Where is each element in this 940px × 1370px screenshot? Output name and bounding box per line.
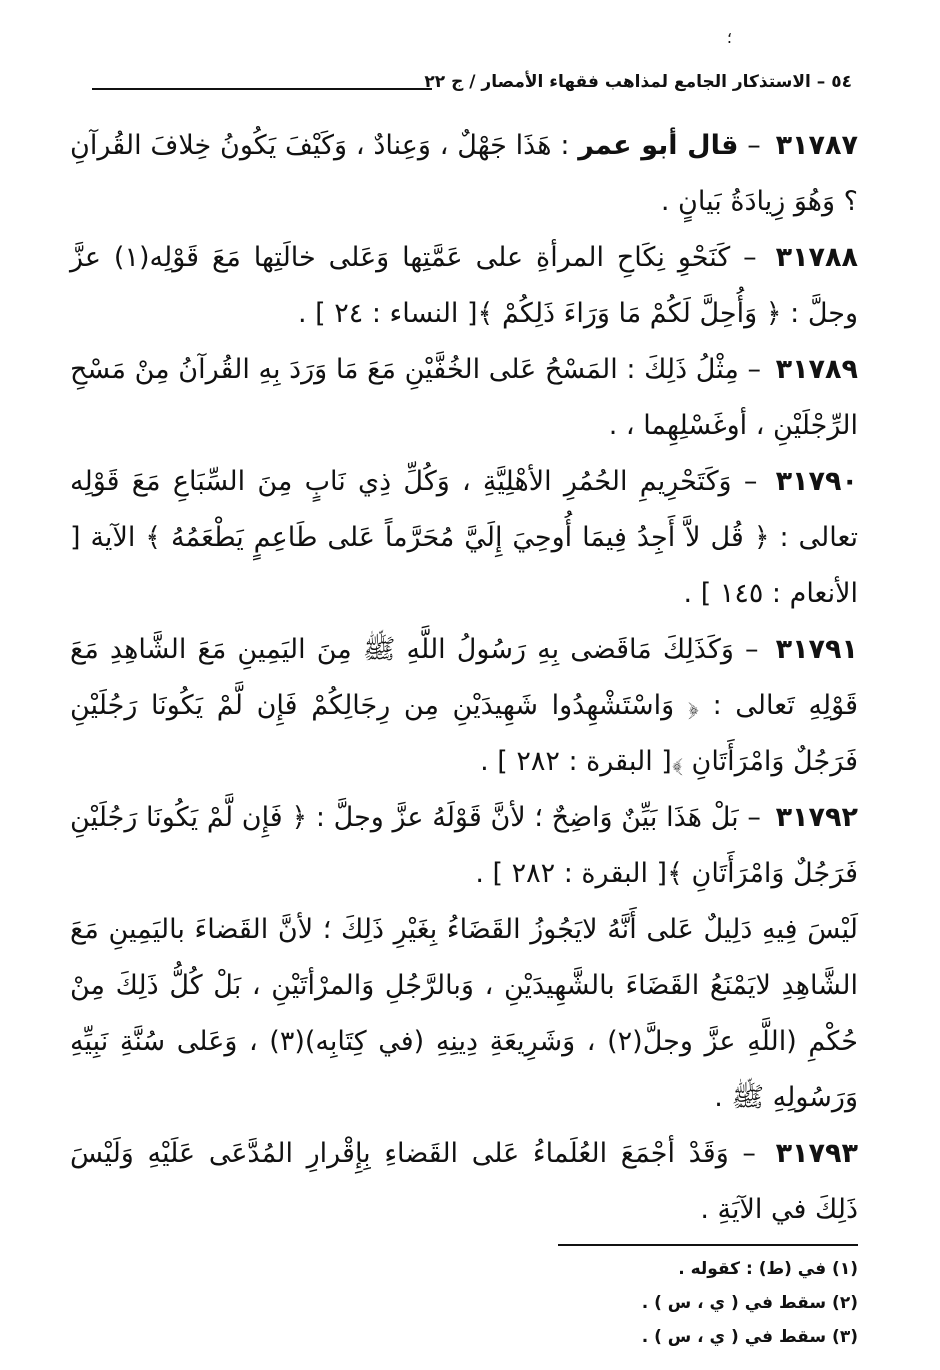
paragraph-31789	[70, 342, 858, 454]
stray-mark: ؛	[726, 28, 732, 47]
dash: –	[738, 354, 761, 385]
paragraph-number: ٣١٧٨٨	[775, 242, 858, 273]
footnote-2: (٢) سقط في ( ي ، س ) .	[641, 1293, 858, 1313]
paragraph-text: كَنَحْوِ نِكَاحِ المرأةِ على عَمَّتِها وَعَلى خالَتِها مَعَ قَوْلِه(١) عزَّ وجلَّ : ﴿ وَأُحِلَّ لَكُمْ مَا وَرَاءَ ذَلِكُمْ ﴾[ النساء : ٢٤ ] .	[70, 242, 858, 329]
dash: –	[738, 802, 761, 833]
dash: –	[728, 1138, 756, 1169]
running-header	[424, 70, 852, 94]
paragraph-number: ٣١٧٩٣	[775, 1138, 858, 1169]
paragraph-31792	[70, 790, 858, 902]
paragraph-text: بَلْ هَذَا بَيِّنٌ وَاضِحٌ ؛ لأنَّ قَوْلَهُ عزَّ وجلَّ : ﴿ فَإِن لَّمْ يَكُونَا رَجُلَيْنِ فَرَجُلٌ وَامْرَأَتَانِ ﴾[ البقرة : ٢٨٢ ] .	[70, 802, 858, 889]
paragraph-text: وَكَتَحْرِيمِ الحُمُرِ الأهْلِيَّةِ ، وَكُلِّ ذِي نَابٍ مِنَ السِّبَاعِ مَعَ قَوْلِه تعالى : ﴿ قُل لاَّ أَجِدُ فِيمَا أُوحِيَ إِلَيَّ مُحَرَّماً عَلى طَاعِمٍ يَطْعَمُهُ ﴾ الآية [ الأنعام : ١٤٥ ] .	[70, 466, 858, 609]
page-number: ٥٤	[831, 72, 852, 92]
dash: –	[733, 634, 759, 665]
paragraph-31787	[70, 118, 858, 230]
paragraph-text: : هَذَا جَهْلٌ ، وَعِنادٌ ، وَكَيْفَ يَكُونُ خِلافَ القُرآنِ ؟ وَهُوَ زِيادَةُ بَيانٍ .	[70, 130, 858, 217]
paragraph-31793	[70, 1126, 858, 1238]
paragraph-31791	[70, 622, 858, 790]
header-rule	[92, 88, 432, 90]
paragraph-31788	[70, 230, 858, 342]
paragraph-continuation	[70, 902, 858, 1126]
main-text	[70, 118, 858, 1238]
paragraph-number: ٣١٧٩٠	[775, 466, 858, 497]
dash: –	[738, 130, 761, 161]
paragraph-31790	[70, 454, 858, 622]
paragraph-number: ٣١٧٩٢	[775, 802, 858, 833]
header-separator: –	[810, 72, 826, 92]
footnote-3: (٣) سقط في ( ي ، س ) .	[641, 1327, 858, 1347]
paragraph-number: ٣١٧٨٧	[775, 130, 858, 161]
dash: –	[731, 466, 758, 497]
footnote-1: (١) في (ط) : كقوله .	[678, 1259, 858, 1279]
footnotes	[358, 1252, 858, 1354]
paragraph-text: وَقَدْ أجْمَعَ العُلَماءُ عَلى القَضاءِ بِإِقْرارِ المُدَّعَى عَلَيْهِ وَلَيْسَ ذَلِكَ في الآيَةِ .	[70, 1138, 858, 1225]
paragraph-text: وَكَذَلِكَ مَاقَضى بِهِ رَسُولُ اللَّهِ ﷺ مِنَ اليَمِينِ مَعَ الشَّاهِدِ مَعَ قَوْلِهِ تَعالى : ﴿ وَاسْتَشْهِدُوا شَهِيدَيْنِ مِن رِجَالِكُمْ فَإِن لَّمْ يَكُونَا رَجُلَيْنِ فَرَجُلٌ وَامْرَأَتَانِ ﴾[ البقرة : ٢٨٢ ] .	[70, 634, 858, 777]
book-title: الاستذكار الجامع لمذاهب فقهاء الأمصار / ج ٢٢	[424, 72, 811, 92]
footnote-rule	[558, 1244, 858, 1246]
paragraph-text: لَيْسَ فِيهِ دَلِيلٌ عَلى أَنَّهُ لايَجُوزُ القَضَاءُ بِغَيْرِ ذَلِكَ ؛ لأنَّ القَضاءَ باليَمِينِ مَعَ الشَّاهِدِ لايَمْنَعُ القَضَاءَ بالشَّهِيدَيْنِ ، وَبالرَّجُلِ وَالمرْأتَيْنِ ، بَلْ كُلُّ ذَلِكَ مِنْ حُكْمِ (اللَّهِ عزَّ وجلَّ(٢) ، وَشَرِيعَةِ دِينِهِ (في كِتَابِه)(٣) ، وَعَلى سُنَّةِ نَبِيِّهِ وَرَسُولِهِ ﷺ .	[70, 914, 858, 1113]
dash: –	[730, 242, 757, 273]
speaker-label: قال أبو عمر	[578, 130, 739, 161]
paragraph-number: ٣١٧٨٩	[775, 354, 858, 385]
paragraph-text: مِثْلُ ذَلِكَ : المَسْحُ عَلى الخُفَّيْنِ مَعَ مَا وَرَدَ بِهِ القُرآنُ مِنْ مَسْحِ الرِّجْلَيْنِ ، أوغَسْلِهِما ، .	[70, 354, 858, 441]
paragraph-number: ٣١٧٩١	[775, 634, 858, 665]
